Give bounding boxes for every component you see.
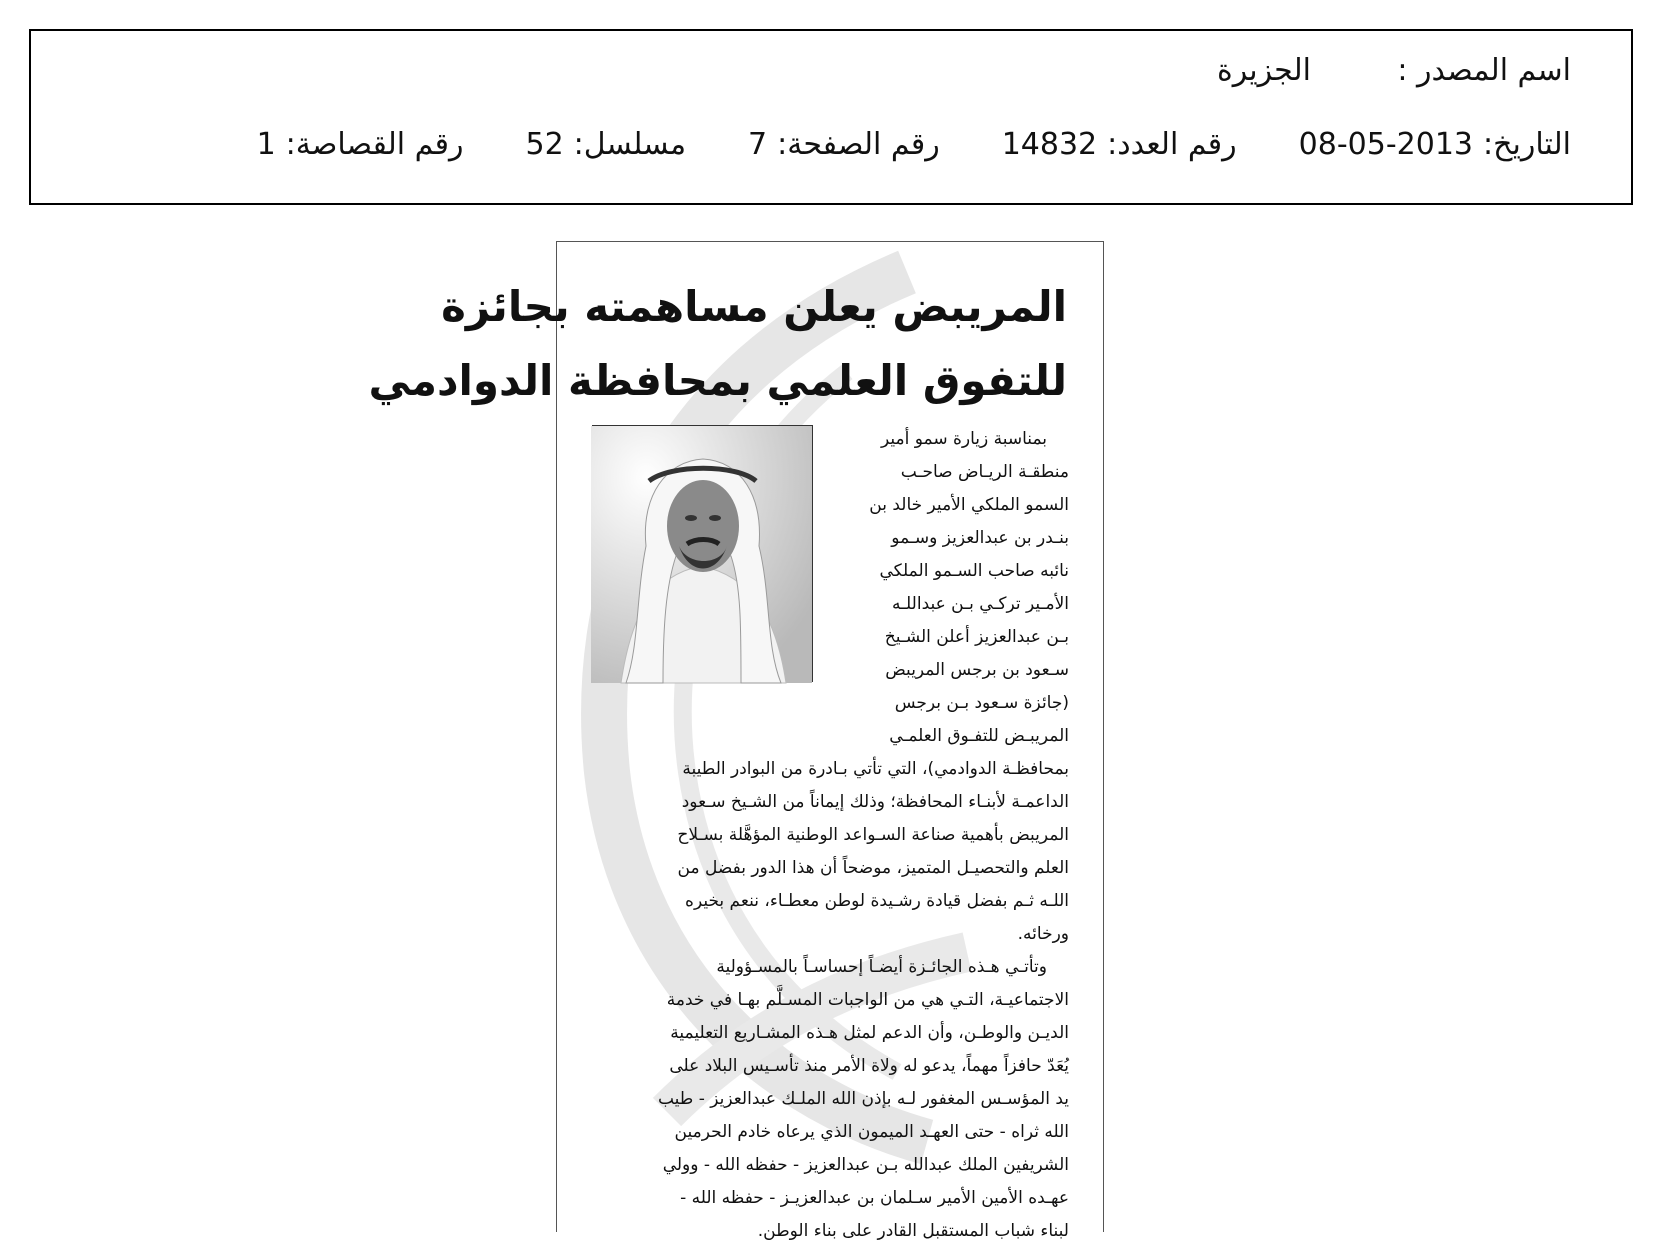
body-line: الديـن والوطـن، وأن الدعم لمثل هـذه المشـاريع التعليمية [670, 1023, 1069, 1043]
newspaper-clipping [368, 241, 1104, 1241]
body-line: (جائزة سـعود بـن برجس [894, 693, 1069, 713]
article-headline [368, 270, 1067, 418]
page-value: 7 [748, 127, 768, 162]
clipping-metadata-box [29, 29, 1633, 205]
body-line: الشريفين الملك عبدالله بـن عبدالعزيز - حفظه الله - وولي [662, 1155, 1069, 1175]
body-line: السمو الملكي الأمير خالد بن [869, 495, 1069, 515]
body-line: بمحافظـة الدوادمي)، التي تأتي بـادرة من البوادر الطيبة [682, 759, 1069, 779]
issue-field [1002, 127, 1237, 162]
headline-line-1: المريبض يعلن مساهمته بجائزة [441, 282, 1067, 331]
body-line: بنـدر بن عبدالعزيز وسـمو [891, 528, 1069, 548]
body-line: نائبه صاحب السـمو الملكي [879, 561, 1069, 581]
body-line: سـعود بن برجس المريبض [885, 660, 1069, 680]
date-value: 2013-05-08 [1298, 127, 1474, 162]
body-line: المريبض بأهمية صناعة السـواعد الوطنية المؤهَّلة بسـلاح [677, 825, 1069, 845]
body-line: الله ثراه - حتى العهـد الميمون الذي يرعاه خادم الحرمين [674, 1122, 1069, 1142]
clip-field [257, 127, 464, 162]
body-line: بمناسبة زيارة سمو أمير [881, 429, 1047, 449]
issue-label: رقم العدد: [1107, 127, 1237, 162]
date-field [1299, 127, 1571, 162]
page-field [748, 127, 940, 162]
body-line: المريبـض للتفـوق العلمـي [889, 726, 1069, 746]
body-line: وتأتـي هـذه الجائـزة أيضـاً إحساسـاً بالمسـؤولية [716, 957, 1047, 977]
body-line: لبناء شباب المستقبل القادر على بناء الوطن. [757, 1221, 1069, 1241]
source-row [1217, 53, 1571, 88]
serial-label: مسلسل: [573, 127, 687, 162]
issue-value: 14832 [1001, 127, 1098, 162]
body-line: منطقـة الريـاض صاحـب [900, 462, 1069, 482]
body-line: اللـه ثـم بفضل قيادة رشـيدة لوطن معطـاء، ننعم بخيره [685, 891, 1069, 911]
body-line: ورخائه. [1017, 924, 1069, 944]
source-value: الجزيرة [1216, 53, 1311, 88]
body-line: يُعَدّ حافزاً مهماً، يدعو له ولاة الأمر منذ تأسـيس البلاد على [669, 1056, 1069, 1076]
body-line: بـن عبدالعزيز أعلن الشـيخ [884, 627, 1069, 647]
article-body [591, 423, 1069, 1248]
details-row [257, 127, 1571, 162]
source-label: اسم المصدر : [1397, 53, 1571, 88]
body-line: الاجتماعيـة، التـي هي من الواجبات المسـلَّم بهـا في خدمة [666, 990, 1069, 1010]
serial-value: 52 [525, 127, 564, 162]
body-line: عهـده الأمين الأمير سـلمان بن عبدالعزيـز - حفظه الله - [680, 1188, 1069, 1208]
body-line: الداعمـة لأبنـاء المحافظة؛ وذلك إيماناً من الشـيخ سـعود [681, 792, 1069, 812]
serial-field [525, 127, 686, 162]
body-line: الأمـير تركـي بـن عبداللـه [891, 594, 1069, 614]
page-label: رقم الصفحة: [777, 127, 940, 162]
body-line: العلم والتحصيـل المتميز، موضحاً أن هذا الدور بفضل من [677, 858, 1069, 878]
clip-value: 1 [256, 127, 276, 162]
clip-label: رقم القصاصة: [285, 127, 464, 162]
date-label: التاريخ: [1483, 127, 1571, 162]
body-line: يد المؤسـس المغفور لـه بإذن الله الملـك عبدالعزيز - طيب [657, 1089, 1069, 1109]
headline-line-2: للتفوق العلمي بمحافظة الدوادمي [368, 356, 1067, 405]
